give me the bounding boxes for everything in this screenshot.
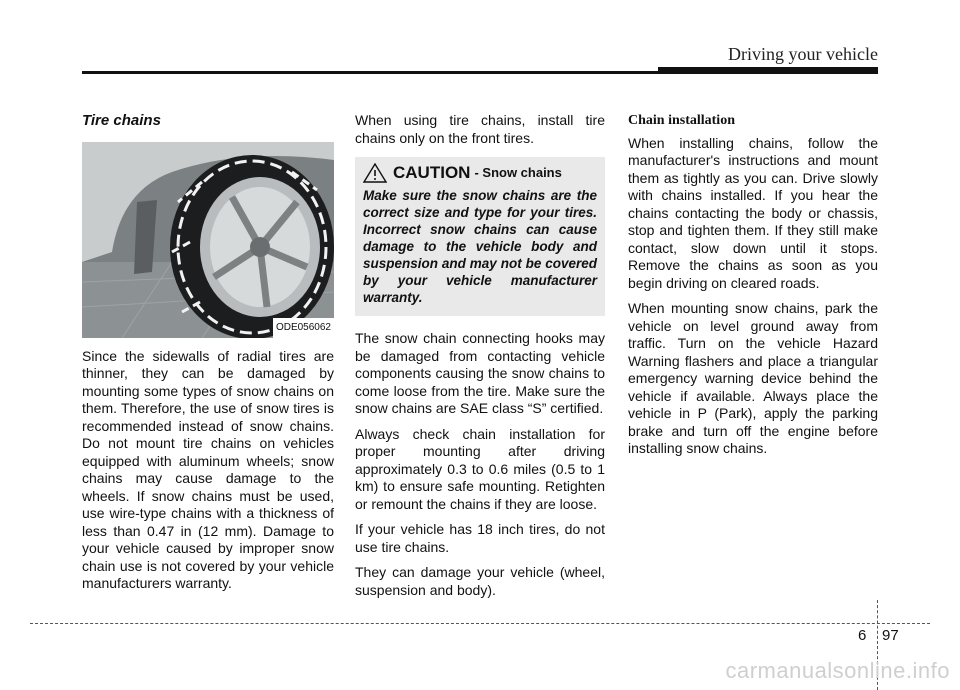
front-tires-paragraph: When using tire chains, install tire chains only on the front tires. <box>355 112 605 146</box>
caution-subtitle: - Snow chains <box>474 165 562 181</box>
eighteen-inch-paragraph: If your vehicle has 18 inch tires, do not use tire chains. <box>355 521 605 555</box>
column-3 <box>628 112 878 466</box>
warning-triangle-icon <box>363 163 387 183</box>
page-number: 97 <box>882 627 899 644</box>
caution-header <box>363 163 597 183</box>
wheel-with-chain-image <box>82 142 334 338</box>
caution-box <box>355 157 605 316</box>
section-title-tire-chains: Tire chains <box>82 112 161 129</box>
page-header-title: Driving your vehicle <box>728 44 878 64</box>
tire-chains-paragraph: Since the sidewalls of radial tires are thinner, they can be damaged by mounting some types of snow chains on them. Therefore, the use of snow tires is recommended instead of snow chains. Do not mount tire chains on vehicles equipped with aluminum wheels; snow chains may cause damage to the wheels. If snow chains must be used, use wire-type chains with a thickness of less than 0.47 in (12 mm). Damage to your vehicle caused by improper snow chain use is not covered by your vehicle manufacturers warranty. <box>82 347 334 591</box>
column-1 <box>82 112 334 601</box>
caution-label: CAUTION <box>393 163 471 183</box>
figure-code: ODE056062 <box>273 318 334 338</box>
section-title-chain-installation: Chain installation <box>628 113 735 128</box>
tire-chain-illustration <box>82 142 334 338</box>
footer-rule <box>30 623 930 624</box>
caution-body: Make sure the snow chains are the correct size and type for your tires. Incorrect snow chains can cause damage to the vehicle body and suspension and may not be covered by your vehicle manufacturer warranty. <box>363 188 597 305</box>
installing-chains-paragraph: When installing chains, follow the manufacturer's instructions and mount them as tightly as you can. Drive slowly with chains installed. If you hear the chains contacting the body or chassis, stop and tighten them. If they still make contact, slow down until it stops. Remove the chains as soon as you begin driving on cleared roads. <box>628 134 878 291</box>
connecting-hooks-paragraph: The snow chain connecting hooks may be damaged from contacting vehicle components causing the snow chains to come loose from the tire. Make sure the snow chains are SAE class “S” certified. <box>355 330 605 416</box>
check-installation-paragraph: Always check chain installation for proper mounting after driving approximately 0.3 to 0.6 miles (0.5 to 1 km) to ensure safe mounting. Retighten or remount the chains if they are loose. <box>355 425 605 512</box>
mounting-chains-paragraph: When mounting snow chains, park the vehicle on level ground away from traffic. Turn on the vehicle Hazard Warning flashers and place a triangular emergency warning device behind the vehicle if available. Always place the vehicle in P (Park), apply the parking brake and turn off the engine before installing snow chains. <box>628 300 878 456</box>
header-rule-accent <box>658 67 878 73</box>
damage-paragraph: They can damage your vehicle (wheel, suspension and body). <box>355 564 605 598</box>
column-2 <box>355 112 605 607</box>
chapter-number: 6 <box>858 627 867 644</box>
watermark: carmanualsonline.info <box>725 658 950 683</box>
